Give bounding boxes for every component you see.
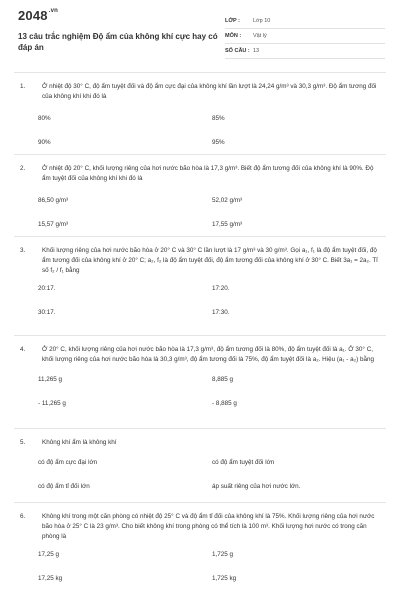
question-6 [14, 502, 386, 590]
option-d[interactable]: 1,725 kg [212, 574, 237, 582]
question-text: Ở nhiệt độ 20° C, khối lượng riêng của hơi nước bão hòa là 17,3 g/m³. Biết độ ẩm tương đối của không khí là 90%. Độ ẩm tuyệt đối của không khí khi đó là [42, 165, 374, 182]
meta-class-key: LỚP : [225, 18, 240, 24]
question-number: 6. [20, 513, 26, 520]
option-c[interactable]: 90% [38, 138, 51, 146]
option-a[interactable]: 17,25 g [38, 550, 60, 558]
document-title: 13 câu trắc nghiệm Độ ẩm của không khí cực hay có đáp án [18, 32, 218, 52]
option-a[interactable]: 80% [38, 114, 51, 122]
question-1 [14, 72, 386, 154]
option-a[interactable]: 20:17. [38, 284, 56, 292]
option-b[interactable]: 85% [212, 114, 225, 122]
meta-class-value: Lớp 10 [253, 18, 271, 24]
option-a[interactable]: có độ ẩm cực đại lớn [38, 458, 98, 466]
option-c[interactable]: 15,57 g/m³ [38, 220, 69, 228]
meta-count [225, 44, 385, 59]
question-number: 2. [20, 165, 26, 172]
meta-count-key: SỐ CÂU : [225, 48, 250, 54]
option-c[interactable]: 17,25 kg [38, 574, 63, 582]
question-text: Không khí ẩm là không khí [42, 439, 117, 446]
option-c[interactable]: - 11,265 g [38, 399, 66, 407]
option-b[interactable]: 52,02 g/m³ [212, 196, 243, 204]
question-number: 5. [20, 439, 26, 446]
option-d[interactable]: 17,55 g/m³ [212, 220, 243, 228]
logo-text: 2048 [18, 8, 48, 23]
question-3 [14, 236, 386, 324]
option-d[interactable]: - 8,885 g [212, 399, 237, 407]
option-b[interactable]: có độ ẩm tuyệt đối lớn [212, 458, 275, 466]
question-text: Khối lượng riêng của hơi nước bão hòa ở 20° C và 30° C lần lượt là 17 g/m³ và 30 g/m³. Gọi a₁, f₁ là độ ẩm tuyệt đối, độ ẩm tương đối của không khí ở 20° C; a₂, f₂ là độ ẩm tuyệt đối, độ ẩm tương đối của không khí ở 30° C. Biết 3a₁ = 2a₂. Tỉ số f₂ / f₁ bằng [42, 247, 378, 274]
question-text: Không khí trong một căn phòng có nhiệt độ 25° C và độ ẩm tỉ đối của không khí là 75%. Khối lượng riêng của hơi nước bão hòa ở 25° C là 23 g/m³. Cho biết không khí trong phòng có thể tích là 100 m³. Khối lượng hơi nước có trong căn phòng là [42, 513, 375, 540]
option-d[interactable]: 17:30. [212, 308, 230, 316]
question-5 [14, 428, 386, 498]
option-d[interactable]: 95% [212, 138, 225, 146]
option-b[interactable]: 8,885 g [212, 375, 234, 383]
option-d[interactable]: áp suất riêng của hơi nước lớn. [212, 482, 301, 490]
logo-suffix: .vn [48, 8, 59, 14]
question-text: Ở nhiệt độ 30° C, độ ẩm tuyệt đối và độ ẩm cực đại của không khí lần lượt là 24,24 g/m³ và 30,3 g/m³. Độ ẩm tương đối của không khí khi đó là [42, 83, 377, 100]
site-logo[interactable] [18, 8, 58, 23]
option-b[interactable]: 17:20. [212, 284, 230, 292]
option-c[interactable]: có độ ẩm tỉ đối lớn [38, 482, 90, 490]
option-a[interactable]: 11,265 g [38, 375, 63, 383]
question-2 [14, 154, 386, 236]
question-4 [14, 335, 386, 415]
document-meta [225, 14, 385, 59]
meta-class [225, 14, 385, 29]
meta-subject [225, 29, 385, 44]
meta-subject-value: Vật lý [253, 33, 267, 39]
option-b[interactable]: 1,725 g [212, 550, 234, 558]
question-number: 1. [20, 83, 26, 90]
meta-count-value: 13 [253, 48, 260, 54]
option-a[interactable]: 86,50 g/m³ [38, 196, 69, 204]
meta-subject-key: MÔN : [225, 33, 242, 39]
header [0, 0, 400, 64]
question-text: Ở 20° C, khối lượng riêng của hơi nước bão hòa là 17,3 g/m³, độ ẩm tương đối là 80%, độ ẩm tuyệt đối là a₁. Ở 30° C, khối lượng riêng của hơi nước bão hòa là 30,3 g/m³, độ ẩm tương đối là 75%, độ ẩm tuyệt đối là a₂. Hiệu (a₁ - a₂) bằng [42, 346, 374, 363]
question-number: 3. [20, 247, 26, 254]
option-c[interactable]: 30:17. [38, 308, 56, 316]
question-number: 4. [20, 346, 26, 353]
